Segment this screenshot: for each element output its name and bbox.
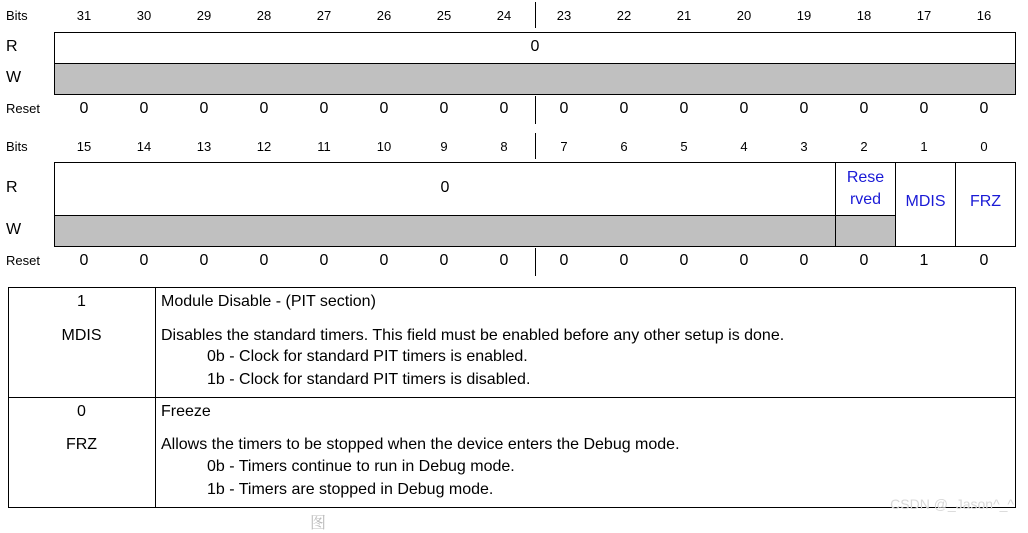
- bit-number: 1: [920, 139, 928, 154]
- reset-value: 0: [679, 252, 689, 269]
- reserved-write-divider: [835, 215, 836, 247]
- bit-number: 26: [376, 8, 392, 23]
- field-name-frz: FRZ: [65, 436, 98, 453]
- reset-value: 0: [79, 252, 89, 269]
- field-bit-mdis: 1: [77, 293, 86, 310]
- bit-number: 13: [196, 139, 212, 154]
- reset-value: 0: [739, 100, 749, 117]
- bit-number: 29: [196, 8, 212, 23]
- bit-number: 16: [976, 8, 992, 23]
- r-label-lower: R: [6, 179, 18, 196]
- reset-value: 0: [979, 100, 989, 117]
- reset-value: 0: [379, 252, 389, 269]
- field-name-mdis: MDIS: [61, 327, 102, 344]
- bit-number: 3: [800, 139, 808, 154]
- bit-number: 21: [676, 8, 692, 23]
- mdis-label: MDIS: [905, 193, 946, 210]
- nibble-divider: [535, 2, 536, 28]
- bit-number: 6: [620, 139, 628, 154]
- bit-number: 8: [500, 139, 508, 154]
- lower-write-field: [54, 215, 896, 247]
- reset-label-upper: Reset: [6, 101, 40, 116]
- nibble-divider: [535, 248, 536, 276]
- reset-value: 0: [319, 100, 329, 117]
- bit-number: 4: [740, 139, 748, 154]
- bit-number: 0: [980, 139, 988, 154]
- reset-value: 0: [619, 252, 629, 269]
- reset-value: 0: [439, 252, 449, 269]
- reserved-line-1: Rese: [846, 169, 885, 186]
- figure-caption: 图: [310, 515, 327, 532]
- reset-value: 0: [799, 252, 809, 269]
- reset-value: 0: [259, 252, 269, 269]
- bits-label-upper: Bits: [6, 8, 28, 23]
- bits-label-lower: Bits: [6, 139, 28, 154]
- reset-value: 0: [859, 252, 869, 269]
- bit-number: 18: [856, 8, 872, 23]
- reserved-label: [835, 167, 896, 211]
- bit-number: 15: [76, 139, 92, 154]
- bit-number: 22: [616, 8, 632, 23]
- r-label-upper: R: [6, 38, 18, 55]
- reset-value: 0: [559, 100, 569, 117]
- bit-number: 25: [436, 8, 452, 23]
- field-value-frz-0: 0b - Timers continue to run in Debug mode.: [207, 458, 515, 475]
- reset-value: 0: [139, 100, 149, 117]
- bit-number: 17: [916, 8, 932, 23]
- reset-value: 0: [439, 100, 449, 117]
- reset-value: 0: [799, 100, 809, 117]
- reset-value: 0: [79, 100, 89, 117]
- reset-value: 0: [559, 252, 569, 269]
- reset-value: 0: [139, 252, 149, 269]
- bit-number: 7: [560, 139, 568, 154]
- bit-number: 2: [860, 139, 868, 154]
- field-title-frz: Freeze: [161, 403, 211, 420]
- reset-value: 0: [739, 252, 749, 269]
- bit-number: 24: [496, 8, 512, 23]
- reset-value: 0: [499, 252, 509, 269]
- field-title-mdis: Module Disable - (PIT section): [161, 293, 376, 310]
- reset-value: 0: [199, 252, 209, 269]
- reset-label-lower: Reset: [6, 253, 40, 268]
- reset-value: 0: [379, 100, 389, 117]
- bit-number: 30: [136, 8, 152, 23]
- reset-value: 0: [679, 100, 689, 117]
- nibble-divider: [535, 133, 536, 159]
- reset-value: 0: [259, 100, 269, 117]
- upper-read-value: 0: [530, 38, 540, 55]
- reset-value: 0: [199, 100, 209, 117]
- w-label-upper: W: [6, 69, 22, 86]
- upper-write-field: [54, 63, 1016, 95]
- field-description-mdis: Disables the standard timers. This field must be enabled before any other setup is done.: [161, 327, 785, 344]
- field-bit-frz: 0: [77, 403, 86, 420]
- reserved-line-2: rved: [849, 191, 882, 208]
- bit-number: 10: [376, 139, 392, 154]
- w-label-lower: W: [6, 221, 22, 238]
- lower-read-value: 0: [440, 179, 450, 196]
- bit-number: 5: [680, 139, 688, 154]
- nibble-divider: [535, 96, 536, 124]
- table-row-divider: [8, 397, 1016, 398]
- bit-number: 14: [136, 139, 152, 154]
- bit-number: 23: [556, 8, 572, 23]
- field-value-mdis-0: 0b - Clock for standard PIT timers is enabled.: [207, 348, 528, 365]
- bit-number: 31: [76, 8, 92, 23]
- bit-number: 20: [736, 8, 752, 23]
- bit-number: 19: [796, 8, 812, 23]
- watermark: CSDN @_Jason^_^: [890, 496, 1014, 512]
- bit-number: 12: [256, 139, 272, 154]
- reset-value: 0: [499, 100, 509, 117]
- reset-value: 0: [319, 252, 329, 269]
- bit-number: 28: [256, 8, 272, 23]
- reset-value: 1: [919, 252, 929, 269]
- reset-value: 0: [919, 100, 929, 117]
- field-description-frz: Allows the timers to be stopped when the device enters the Debug mode.: [161, 436, 680, 453]
- reset-value: 0: [859, 100, 869, 117]
- bit-number: 9: [440, 139, 448, 154]
- field-value-mdis-1: 1b - Clock for standard PIT timers is disabled.: [207, 371, 531, 388]
- field-value-frz-1: 1b - Timers are stopped in Debug mode.: [207, 481, 494, 498]
- bit-number: 11: [317, 139, 331, 154]
- bit-number: 27: [316, 8, 332, 23]
- reset-value: 0: [619, 100, 629, 117]
- reset-value: 0: [979, 252, 989, 269]
- frz-label: FRZ: [969, 193, 1002, 210]
